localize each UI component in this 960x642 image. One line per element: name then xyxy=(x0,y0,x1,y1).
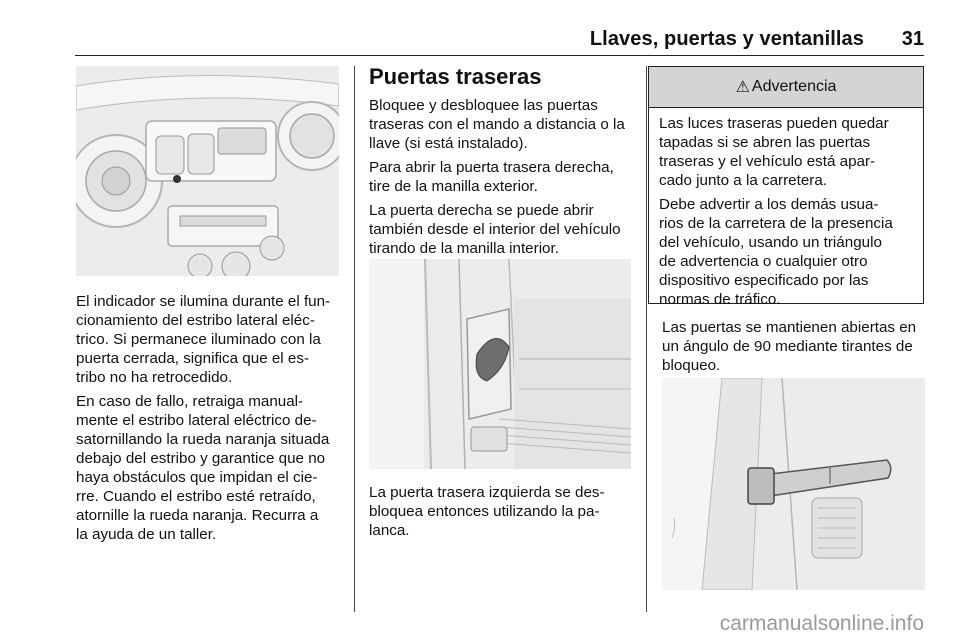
warning-paragraph-triangle: Debe advertir a los demás usua- rios de la carretera de la presencia del vehículo, usando un triángulo de advertencia o cualquier otro dispositivo especificado por las normas de tráfico. xyxy=(659,196,893,308)
paragraph-door-straps: Las puertas se mantienen abiertas en un ángulo de 90 mediante tirantes de bloqueo. xyxy=(662,319,917,374)
warning-box xyxy=(648,66,924,308)
paragraph-left-door: La puerta trasera izquierda se des- bloquea entonces utilizando la pa- lanca. xyxy=(369,484,605,539)
column-divider-1 xyxy=(354,66,355,612)
page-number: 31 xyxy=(901,28,924,50)
warning-header xyxy=(649,67,923,108)
header-rule xyxy=(75,55,924,56)
paragraph-lock-unlock: Bloquee y desbloquee las puertas traseras con el mando a distancia o la llave (si está instalado). xyxy=(369,97,625,152)
right-column-text xyxy=(662,318,932,380)
section-title: Puertas traseras xyxy=(369,64,542,89)
middle-column-text xyxy=(369,96,641,263)
paragraph-open-from-inside: La puerta derecha se puede abrir también desde el interior del vehículo tirando de la manilla interior. xyxy=(369,202,621,257)
paragraph-indicator: El indicador se ilumina durante el fun- cionamiento del estribo lateral eléc- trico. Si permanece iluminado con la puerta cerrada, significa que el es- tribo no ha retrocedido. xyxy=(76,293,331,386)
paragraph-failure: En caso de fallo, retraiga manual- mente el estribo lateral eléctrico de- satornillando la rueda naranja situada debajo del estribo y garantice que no haya obstáculos que impidan el cie- rre. Cuando el estribo esté retraído, atornille la rueda naranja. Recurra a la ayuda de un taller. xyxy=(76,393,330,543)
warning-body xyxy=(649,108,923,309)
paragraph-open-right-door: Para abrir la puerta trasera derecha, tire de la manilla exterior. xyxy=(369,159,614,195)
warning-heading: Advertencia xyxy=(751,78,837,95)
column-divider-2 xyxy=(646,66,647,612)
warning-paragraph-lights: Las luces traseras pueden quedar tapadas si se abren las puertas traseras y el vehículo está apar- cado junto a la carretera. xyxy=(659,115,889,189)
page-header-title: Llaves, puertas y ventanillas xyxy=(589,28,864,50)
door-strap-illustration xyxy=(662,378,925,590)
left-column-text xyxy=(76,292,346,549)
warning-triangle-icon: ⚠ xyxy=(735,79,750,96)
middle-after-figure xyxy=(369,483,641,545)
door-handle-illustration xyxy=(369,259,631,469)
watermark: carmanualsonline.info xyxy=(719,612,924,635)
dashboard-illustration xyxy=(76,66,339,276)
